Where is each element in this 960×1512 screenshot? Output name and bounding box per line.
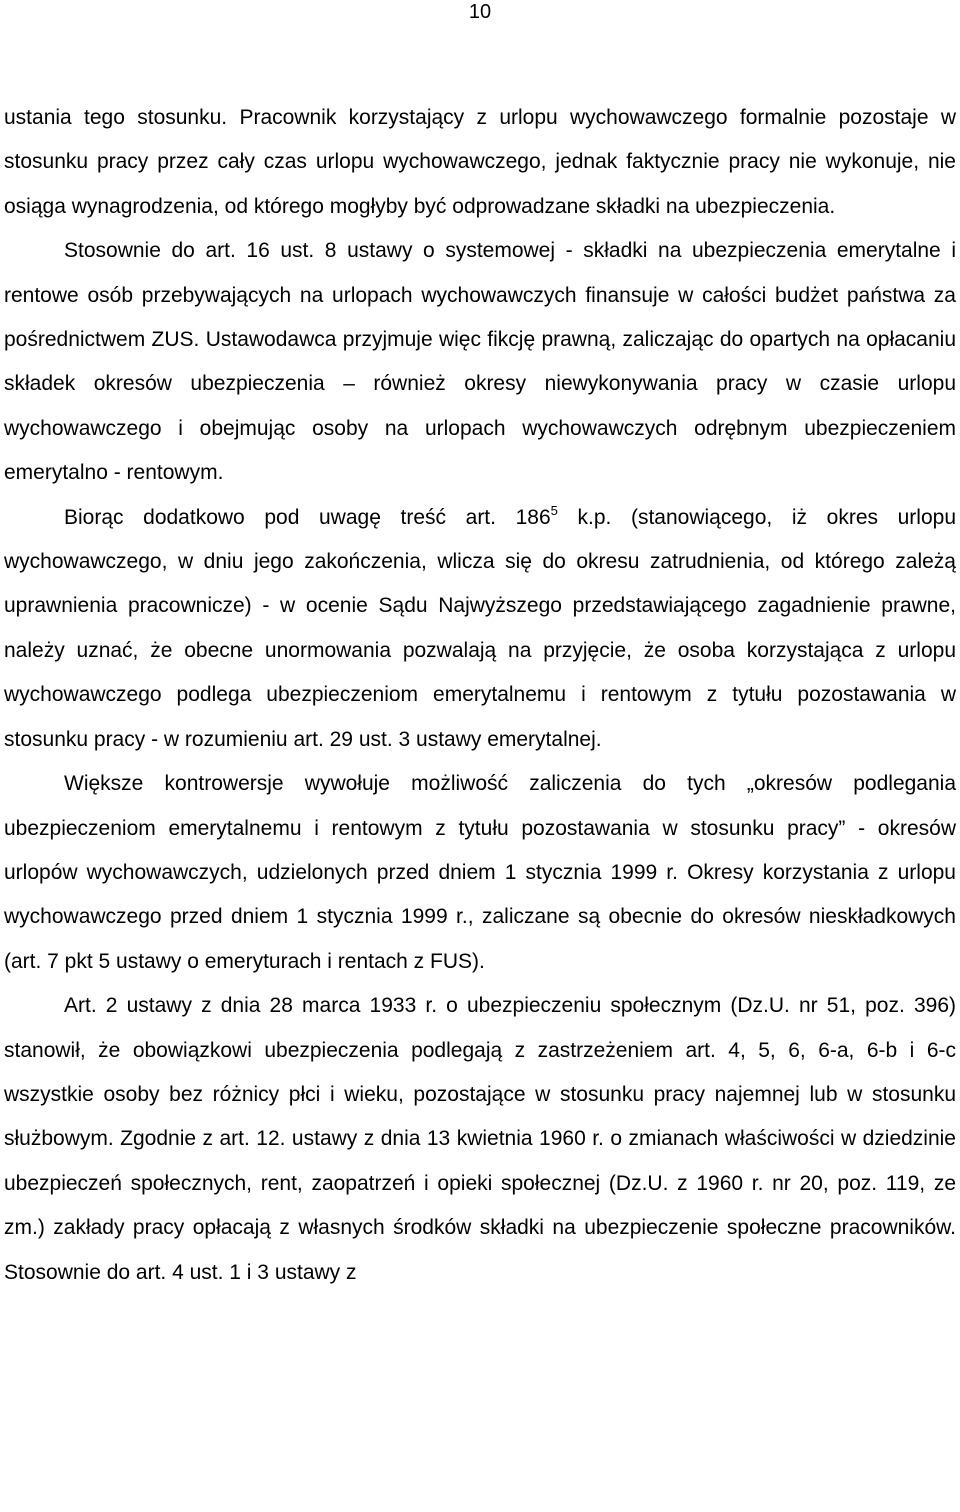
paragraph-3 bbox=[4, 496, 956, 762]
page-number: 10 bbox=[468, 1, 492, 23]
paragraph-2: Stosownie do art. 16 ust. 8 ustawy o systemowej - składki na ubezpieczenia emerytalne i rentowe osób przebywających na urlopach wychowawczych finansuje w całości budżet państwa za pośrednictwem ZUS. Ustawodawca przyjmuje więc fikcję prawną, zaliczając do opartych na opłacaniu składek okresów ubezpieczenia – również okresy niewykonywania pracy w czasie urlopu wychowawczego i obejmując osoby na urlopach wychowawczych odrębnym ubezpieczeniem emerytalno - rentowym. bbox=[4, 239, 956, 485]
paragraph-4: Większe kontrowersje wywołuje możliwość zaliczenia do tych „okresów podlegania ubezpieczeniom emerytalnemu i rentowym z tytułu pozostawania w stosunku pracy” - okresów urlopów wychowawczych, udzielonych przed dniem 1 stycznia 1999 r. Okresy korzystania z urlopu wychowawczego przed dniem 1 stycznia 1999 r., zaliczane są obecnie do okresów nieskładkowych (art. 7 pkt 5 ustawy o emeryturach i rentach z FUS). bbox=[4, 772, 956, 973]
paragraph-5: Art. 2 ustawy z dnia 28 marca 1933 r. o ubezpieczeniu społecznym (Dz.U. nr 51, poz. 396) stanowił, że obowiązkowi ubezpieczenia podlegają z zastrzeżeniem art. 4, 5, 6, 6-a, 6-b i 6-c wszystkie osoby bez różnicy płci i wieku, pozostające w stosunku pracy najemnej lub w stosunku służbowym. Zgodnie z art. 12. ustawy z dnia 13 kwietnia 1960 r. o zmianach właściwości w dziedzinie ubezpieczeń społecznych, rent, zaopatrzeń i opieki społecznej (Dz.U. z 1960 r. nr 20, poz. 119, ze zm.) zakłady pracy opłacają z własnych środków składki na ubezpieczenie społeczne pracowników. Stosownie do art. 4 ust. 1 i 3 ustawy z bbox=[4, 994, 956, 1284]
paragraph-3-rest: k.p. (stanowiącego, iż okres urlopu wychowawczego, w dniu jego zakończenia, wlicza się do okresu zatrudnienia, od którego zależą uprawnienia pracownicze) - w ocenie Sądu Najwyższego przedstawiającego zagadnienie prawne, należy uznać, że obecne unormowania pozwalają na przyjęcie, że osoba korzystająca z urlopu wychowawczego podlega ubezpieczeniom emerytalnemu i rentowym z tytułu pozostawania w stosunku pracy - w rozumieniu art. 29 ust. 3 ustawy emerytalnej. bbox=[4, 505, 956, 751]
paragraph-3-start: Biorąc dodatkowo pod uwagę treść art. 186 bbox=[64, 505, 551, 529]
document-body bbox=[4, 96, 956, 1295]
superscript-5: 5 bbox=[550, 502, 558, 518]
paragraph-1: ustania tego stosunku. Pracownik korzystający z urlopu wychowawczego formalnie pozostaje w stosunku pracy przez cały czas urlopu wychowawczego, jednak faktycznie pracy nie wykonuje, nie osiąga wynagrodzenia, od którego mogłyby być odprowadzane składki na ubezpieczenia. bbox=[4, 106, 956, 218]
